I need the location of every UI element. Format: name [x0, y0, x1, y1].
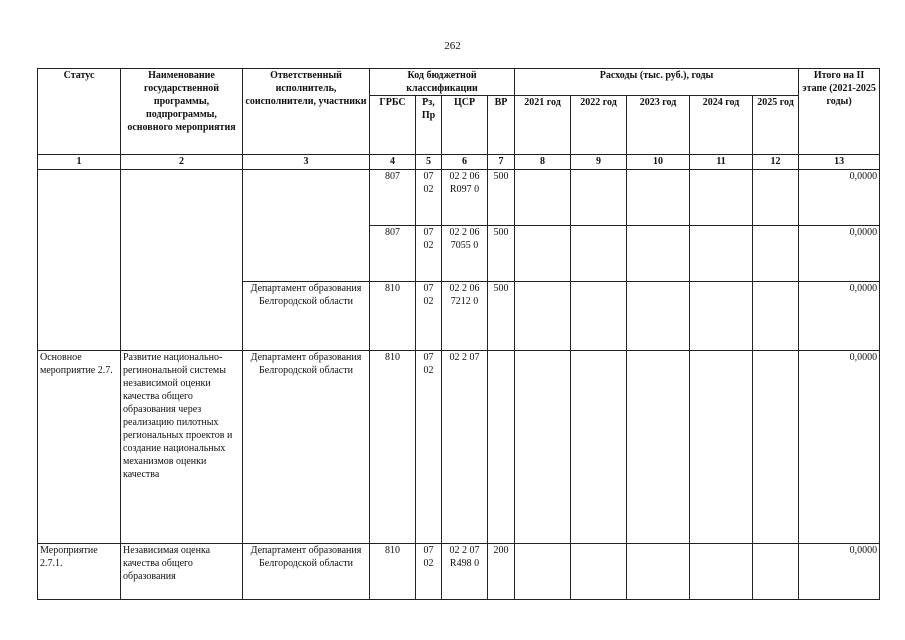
vr-cell: 500 [488, 282, 515, 351]
name-cell: Независимая оценка качества общего образования [121, 544, 243, 600]
vr-cell: 200 [488, 544, 515, 600]
table-row [38, 170, 880, 226]
header-2023: 2023 год [627, 96, 690, 155]
grbs-cell: 810 [370, 544, 416, 600]
y2021-cell [515, 282, 571, 351]
y2024-cell [690, 282, 753, 351]
responsible-cell: Департамент образования Белгородской области [243, 351, 370, 544]
y2025-cell [753, 282, 799, 351]
column-number: 9 [571, 155, 627, 170]
y2024-cell [690, 226, 753, 282]
grbs-cell: 810 [370, 351, 416, 544]
y2021-cell [515, 170, 571, 226]
rz-pr-cell: 07 02 [416, 226, 442, 282]
column-number: 5 [416, 155, 442, 170]
total-cell: 0,0000 [799, 544, 880, 600]
y2025-cell [753, 226, 799, 282]
table-row [38, 351, 880, 544]
csr-cell: 02 2 06 7055 0 [442, 226, 488, 282]
header-2025: 2025 год [753, 96, 799, 155]
header-status: Статус [38, 69, 121, 155]
y2025-cell [753, 544, 799, 600]
responsible-cell: Департамент образования Белгородской области [243, 282, 370, 351]
vr-cell: 500 [488, 170, 515, 226]
column-number: 2 [121, 155, 243, 170]
y2024-cell [690, 351, 753, 544]
y2025-cell [753, 351, 799, 544]
grbs-cell: 807 [370, 170, 416, 226]
column-number: 12 [753, 155, 799, 170]
y2021-cell [515, 544, 571, 600]
header-total: Итого на II этапе (2021-2025 годы) [799, 69, 880, 155]
y2023-cell [627, 170, 690, 226]
csr-cell: 02 2 06 R097 0 [442, 170, 488, 226]
y2022-cell [571, 351, 627, 544]
y2022-cell [571, 226, 627, 282]
vr-cell [488, 351, 515, 544]
status-cell: Мероприятие 2.7.1. [38, 544, 121, 600]
status-cell: Основное мероприятие 2.7. [38, 351, 121, 544]
header-budget-code: Код бюджетной классификации [370, 69, 515, 96]
grbs-cell: 807 [370, 226, 416, 282]
y2022-cell [571, 170, 627, 226]
total-cell: 0,0000 [799, 170, 880, 226]
column-number: 1 [38, 155, 121, 170]
responsible-cell: Департамент образования Белгородской области [243, 544, 370, 600]
column-number: 7 [488, 155, 515, 170]
header-grbs: ГРБС [370, 96, 416, 155]
rz-pr-cell: 07 02 [416, 170, 442, 226]
column-number: 6 [442, 155, 488, 170]
y2023-cell [627, 351, 690, 544]
budget-table [37, 68, 880, 600]
name-cell: Развитие национально-регинональной системы независимой оценки качества общего образования через реализацию пилотных региональных проектов и создание национальных механизмов оценки качества [121, 351, 243, 544]
y2024-cell [690, 544, 753, 600]
header-2024: 2024 год [690, 96, 753, 155]
column-number: 13 [799, 155, 880, 170]
rz-pr-cell: 07 02 [416, 351, 442, 544]
column-number: 8 [515, 155, 571, 170]
header-row-top [38, 69, 880, 96]
rz-pr-cell: 07 02 [416, 544, 442, 600]
column-number: 4 [370, 155, 416, 170]
y2023-cell [627, 226, 690, 282]
column-number-row [38, 155, 880, 170]
y2021-cell [515, 226, 571, 282]
column-number: 10 [627, 155, 690, 170]
grbs-cell: 810 [370, 282, 416, 351]
y2022-cell [571, 544, 627, 600]
total-cell: 0,0000 [799, 351, 880, 544]
csr-cell: 02 2 07 [442, 351, 488, 544]
y2023-cell [627, 282, 690, 351]
header-name: Наименование государственной программы, подпрограммы, основного мероприятия [121, 69, 243, 155]
status-cell [38, 170, 121, 351]
column-number: 3 [243, 155, 370, 170]
table-row [38, 544, 880, 600]
total-cell: 0,0000 [799, 282, 880, 351]
header-2022: 2022 год [571, 96, 627, 155]
csr-cell: 02 2 07 R498 0 [442, 544, 488, 600]
y2025-cell [753, 170, 799, 226]
header-2021: 2021 год [515, 96, 571, 155]
csr-cell: 02 2 06 7212 0 [442, 282, 488, 351]
name-cell [121, 170, 243, 351]
header-responsible: Ответственный исполнитель, соисполнители, участники [243, 69, 370, 155]
header-rz-pr: Рз, Пр [416, 96, 442, 155]
header-expenses: Расходы (тыс. руб.), годы [515, 69, 799, 96]
vr-cell: 500 [488, 226, 515, 282]
y2024-cell [690, 170, 753, 226]
rz-pr-cell: 07 02 [416, 282, 442, 351]
page-number: 262 [444, 40, 461, 52]
header-vr: ВР [488, 96, 515, 155]
y2021-cell [515, 351, 571, 544]
responsible-cell [243, 170, 370, 282]
total-cell: 0,0000 [799, 226, 880, 282]
y2023-cell [627, 544, 690, 600]
header-csr: ЦСР [442, 96, 488, 155]
column-number: 11 [690, 155, 753, 170]
y2022-cell [571, 282, 627, 351]
